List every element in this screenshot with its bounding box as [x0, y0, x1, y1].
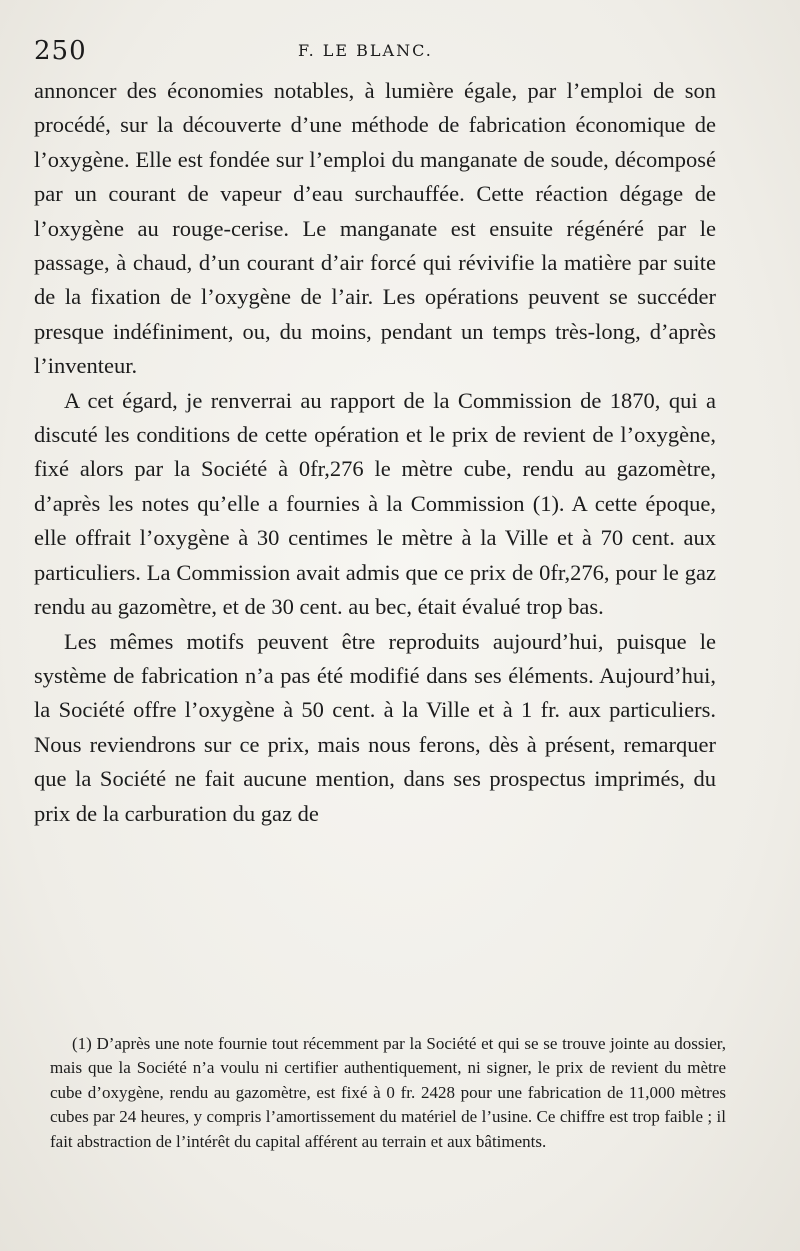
paragraph: Les mêmes motifs peuvent être reproduits aujourd’hui, puisque le système de fabrication n’a pas été modifié dans ses éléments. Aujourd’hui, la Société offre l’oxygène à 50 cent. à la Ville et à 1 fr. aux particuliers. Nous reviendrons sur ce prix, mais nous ferons, dès à présent, remarquer que la Société ne fait aucune mention, dans ses prospectus imprimés, du prix de la carburation du gaz de	[34, 628, 716, 826]
footnote: (1) D’après une note fournie tout récemment par la Société et qui se se trouve jointe au dossier, mais que la Société n’a voulu ni certifier authentiquement, ni signer, le prix de revient du mètre cube d’oxygène, rendu au gazomètre, est fixé à 0 fr. 2428 pour une fabrication de 11,000 mètres cubes par 24 heures, y compris l’amortissement du matériel de l’usine. Ce chiffre est trop faible ; il fait abstraction de l’intérêt du capital afférent au terrain et aux bâtiments.	[50, 1034, 726, 1151]
footnotes	[50, 1032, 726, 1154]
page-number: 250	[34, 36, 87, 66]
paragraph: A cet égard, je renverrai au rapport de la Commission de 1870, qui a discuté les conditions de cette opération et le prix de revient de l’oxygène, fixé alors par la Société à 0fr,276 le mètre cube, rendu au gazomètre, d’après les notes qu’elle a fournies à la Commission (1). A cette époque, elle offrait l’oxygène à 30 centimes le mètre à la Ville et à 70 cent. aux particuliers. La Commission avait admis que ce prix de 0fr,276, pour le gaz rendu au gazomètre, et de 30 cent. au bec, était évalué trop bas.	[34, 387, 716, 620]
running-head: F. LE BLANC.	[298, 41, 433, 60]
paragraph: annoncer des économies notables, à lumière égale, par l’emploi de son procédé, sur la découverte d’une méthode de fabrication économique de l’oxygène. Elle est fondée sur l’emploi du manganate de soude, décomposé par un courant de vapeur d’eau surchauffée. Cette réaction dégage de l’oxygène au rouge-cerise. Le manganate est ensuite régénéré par le passage, à chaud, d’un courant d’air forcé qui révivifie la matière par suite de la fixation de l’oxygène de l’air. Les opérations peuvent se succéder presque indéfiniment, ou, du moins, pendant un temps très-long, d’après l’inventeur.	[34, 78, 716, 379]
page-header	[34, 36, 724, 66]
body-text	[34, 74, 716, 831]
